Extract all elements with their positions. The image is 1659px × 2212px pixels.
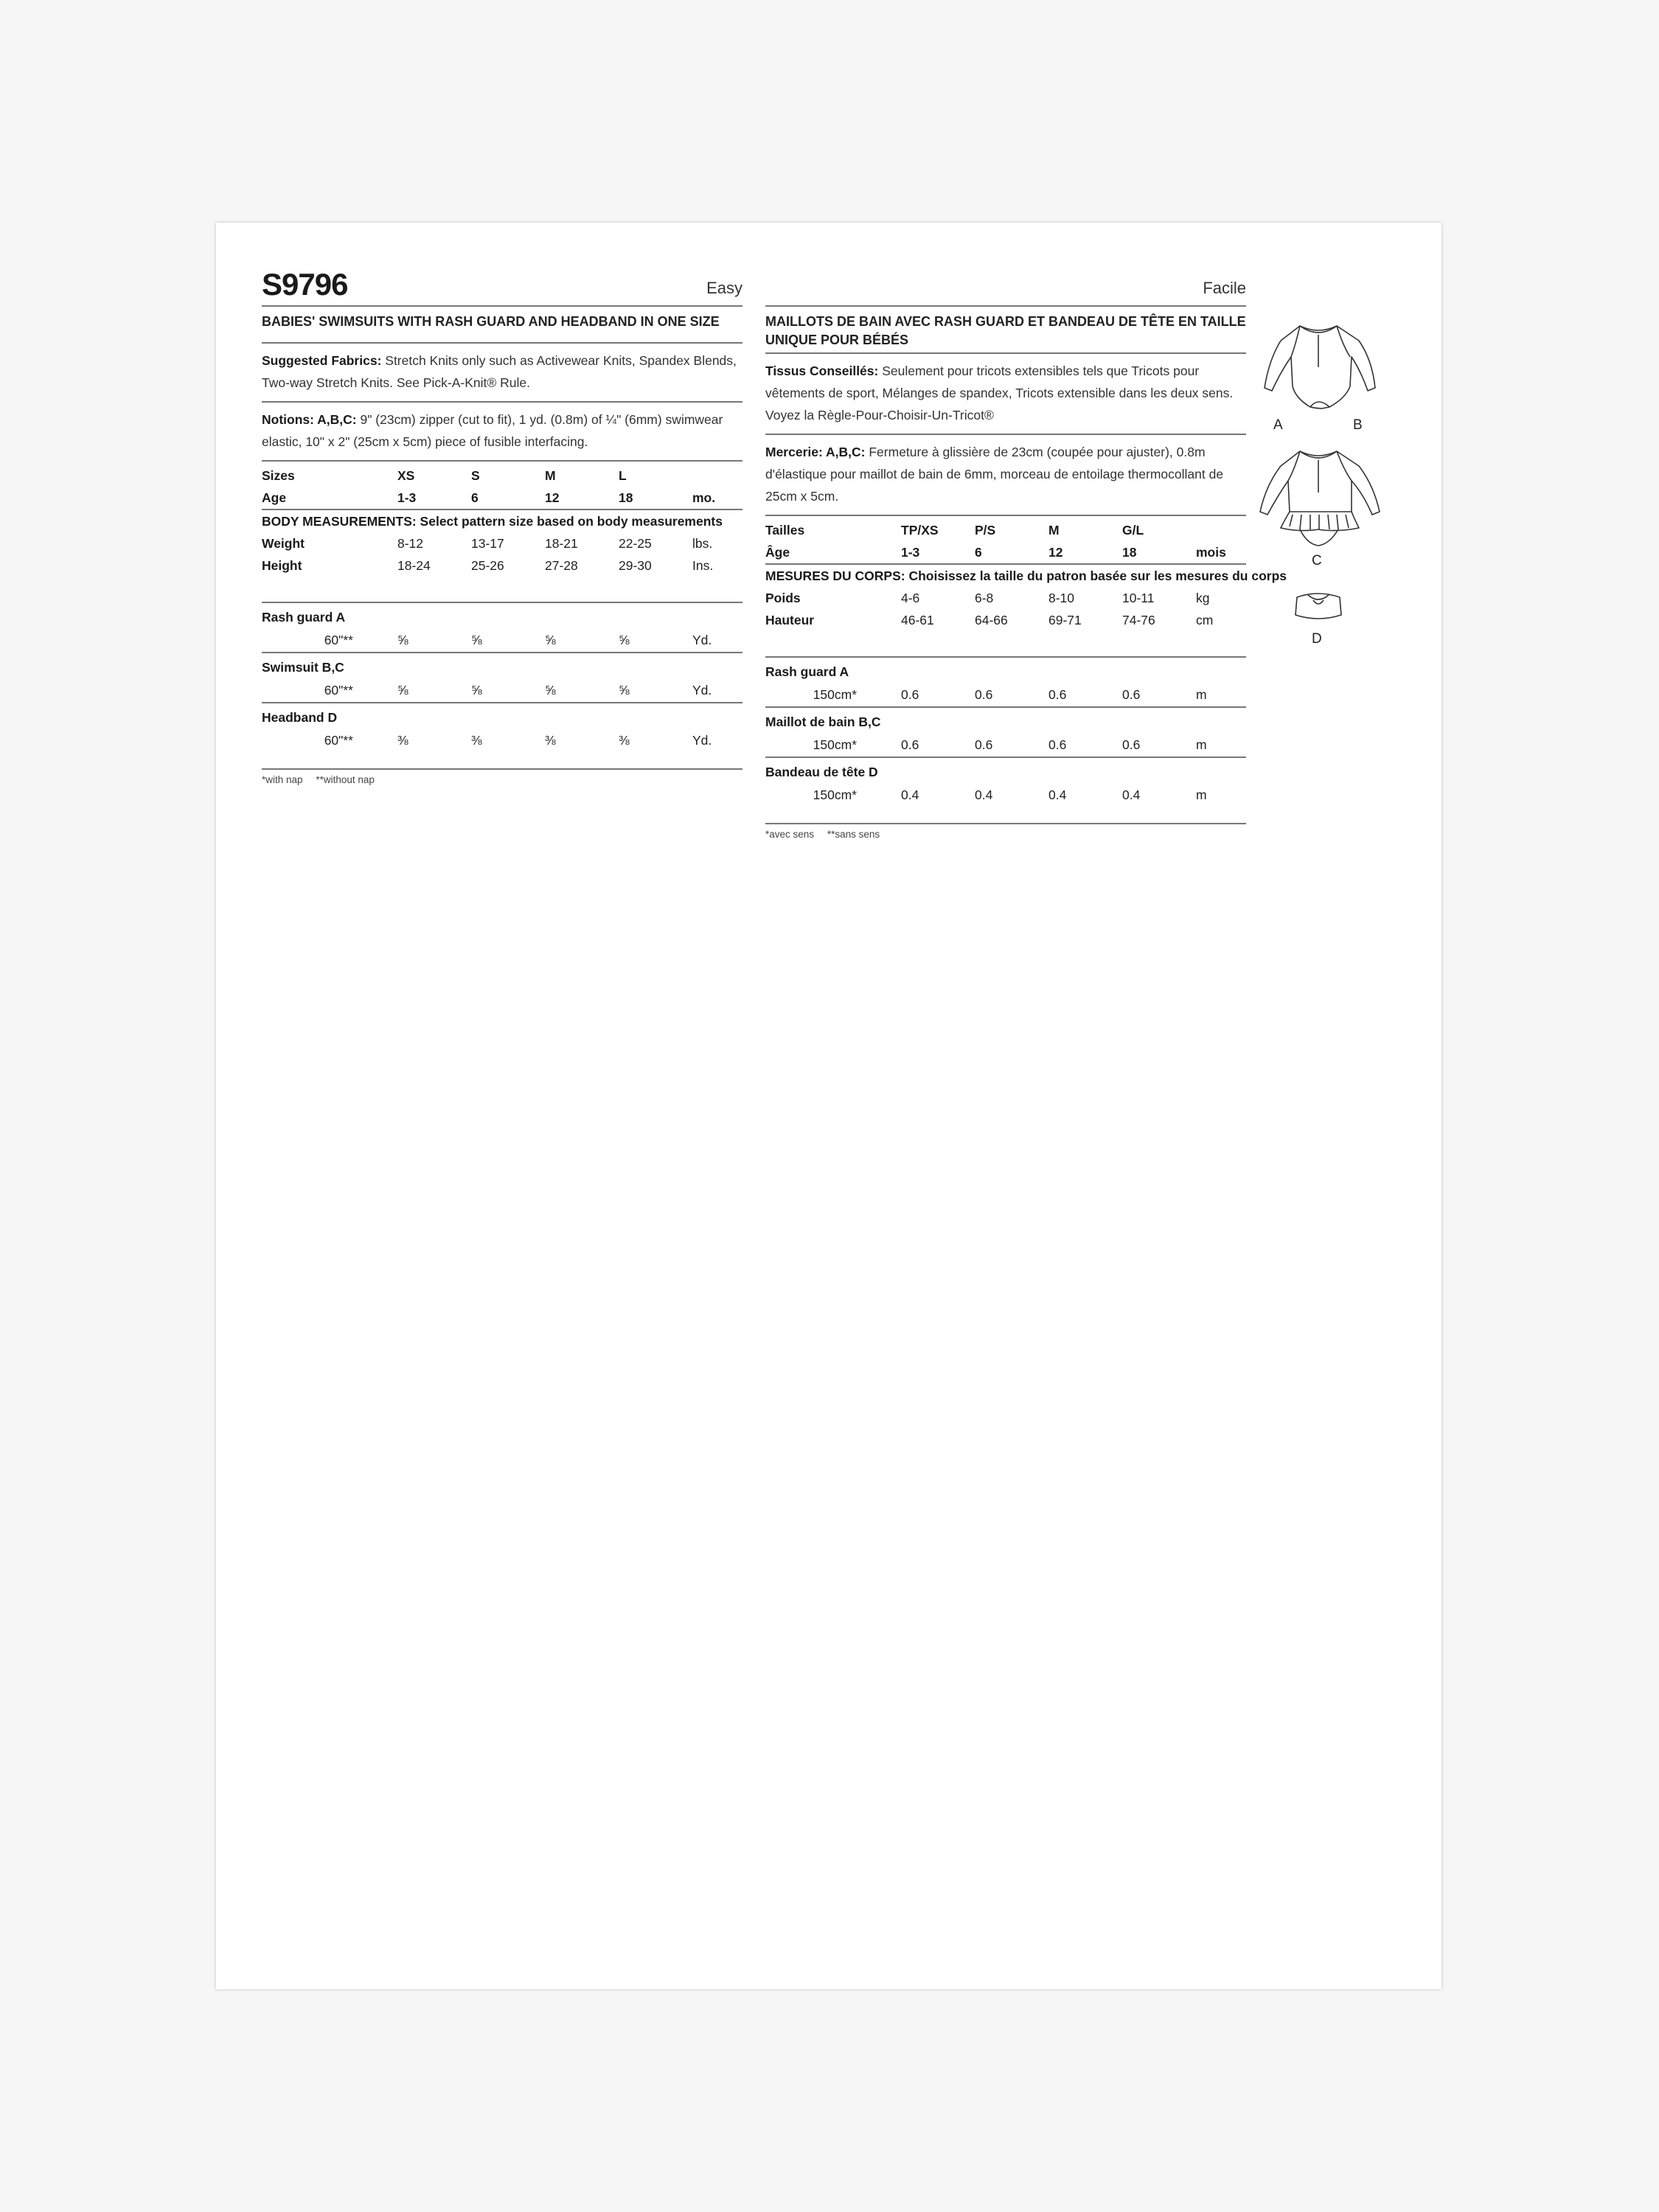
yardage-unit: Yd. xyxy=(692,682,712,698)
yardage-cell: 0.6 xyxy=(1122,686,1141,702)
fabric-width: 60"** xyxy=(324,732,353,748)
view-d-label: D xyxy=(1312,631,1322,647)
age-cell: 12 xyxy=(545,490,560,505)
notions xyxy=(262,401,742,460)
age-cell: 1-3 xyxy=(397,490,417,505)
fabric-width: 150cm* xyxy=(813,787,857,802)
weight-cell: 4-6 xyxy=(901,590,920,605)
age-cell: mo. xyxy=(692,490,716,505)
size-cell: M xyxy=(545,467,556,483)
yardage-cell: ⅜ xyxy=(619,732,630,748)
notions-label: Mercerie: A,B,C: xyxy=(765,445,866,459)
yardage-cell: 0.6 xyxy=(1048,737,1067,752)
yardage-row xyxy=(262,728,742,752)
notions-label: Notions: A,B,C: xyxy=(262,412,357,427)
view-c-label: C xyxy=(1312,553,1322,568)
view-a-label: A xyxy=(1273,417,1283,433)
yardage-cell: 0.4 xyxy=(1048,787,1067,802)
height-row-label: Hauteur xyxy=(765,612,815,627)
age-row-label: Âge xyxy=(765,544,790,560)
notions-text: 9" (23cm) zipper (cut to fit), 1 yd. (0.8m) of ¼" (6mm) swimwear elastic, 10" x 2" (25cm x 5cm) piece of fusible interfacing. xyxy=(262,412,723,449)
size-cell: L xyxy=(619,467,627,483)
yardage-cell: ⅝ xyxy=(471,682,482,698)
height-row xyxy=(262,554,742,577)
yardage-unit: Yd. xyxy=(692,732,712,748)
notions-text: Fermeture à glissière de 23cm (coupée pour ajuster), 0.8m d'élastique pour maillot de bain de 6mm, morceau de entoilage thermocollant de 25cm x 5cm. xyxy=(765,445,1224,504)
size-row xyxy=(262,465,742,487)
height-row xyxy=(765,609,1246,631)
height-cell: 69-71 xyxy=(1048,612,1082,627)
size-cell: S xyxy=(471,467,480,483)
yardage-label: Rash guard A xyxy=(765,664,849,679)
pattern-title: BABIES' SWIMSUITS WITH RASH GUARD AND HEADBAND IN ONE SIZE xyxy=(262,305,742,342)
age-cell: 18 xyxy=(1122,544,1137,560)
yardage-cell: ⅜ xyxy=(397,732,408,748)
english-column xyxy=(262,267,742,785)
yardage-headband xyxy=(765,757,1246,807)
fabric-width: 150cm* xyxy=(813,686,857,702)
body-measurements-heading: BODY MEASUREMENTS: Select pattern size based on body measurements xyxy=(262,514,723,529)
yardage-label: Bandeau de tête D xyxy=(765,765,878,779)
age-cell: 6 xyxy=(975,544,982,560)
height-row-label: Height xyxy=(262,557,302,573)
weight-cell: 6-8 xyxy=(975,590,994,605)
pattern-sheet xyxy=(216,223,1441,1989)
size-cell: G/L xyxy=(1122,522,1144,538)
size-row-label: Sizes xyxy=(262,467,295,483)
footnotes xyxy=(765,823,1246,840)
age-row xyxy=(262,487,742,510)
yardage-cell: ⅜ xyxy=(545,732,556,748)
yardage-row xyxy=(765,683,1246,706)
height-cell: 29-30 xyxy=(619,557,652,573)
yardage-row xyxy=(262,678,742,702)
age-cell: mois xyxy=(1196,544,1226,560)
yardage-cell: 0.6 xyxy=(1048,686,1067,702)
size-cell: TP/XS xyxy=(901,522,939,538)
suggested-fabrics xyxy=(765,352,1246,434)
height-cell: cm xyxy=(1196,612,1214,627)
fabrics-label: Suggested Fabrics: xyxy=(262,353,382,368)
yardage-unit: Yd. xyxy=(692,632,712,647)
yardage-cell: ⅝ xyxy=(619,632,630,647)
french-column xyxy=(765,267,1287,840)
height-cell: 74-76 xyxy=(1122,612,1155,627)
age-row xyxy=(765,541,1246,565)
size-row-label: Tailles xyxy=(765,522,805,538)
yardage-row xyxy=(765,783,1246,807)
fabrics-text: Seulement pour tricots extensibles tels que Tricots pour vêtements de sport, Mélanges de spandex, Tricots extensible dans les deux sens. Voyez la Règle-Pour-Choisir-Un-Tricot® xyxy=(765,364,1234,422)
weight-cell: 13-17 xyxy=(471,535,504,551)
view-ab-illustration xyxy=(1248,316,1388,426)
weight-cell: 18-21 xyxy=(545,535,578,551)
height-cell: 46-61 xyxy=(901,612,934,627)
yardage-cell: ⅝ xyxy=(545,632,556,647)
yardage-headband xyxy=(262,702,742,752)
yardage-cell: ⅝ xyxy=(397,632,408,647)
weight-cell: 10-11 xyxy=(1122,590,1155,605)
size-cell: P/S xyxy=(975,522,996,538)
view-c-illustration xyxy=(1248,441,1388,559)
yardage-rash-guard xyxy=(765,656,1246,706)
size-row xyxy=(765,519,1246,541)
yardage-cell: 0.4 xyxy=(901,787,919,802)
weight-cell: 22-25 xyxy=(619,535,652,551)
yardage-cell: ⅝ xyxy=(545,682,556,698)
pattern-title: MAILLOTS DE BAIN AVEC RASH GUARD ET BANDEAU DE TÊTE EN TAILLE UNIQUE POUR BÉBÉS xyxy=(765,305,1246,352)
age-cell: 1-3 xyxy=(901,544,920,560)
weight-cell: 8-12 xyxy=(397,535,424,551)
difficulty-label: Easy xyxy=(706,279,742,297)
yardage-label: Headband D xyxy=(262,710,338,725)
age-row-label: Age xyxy=(262,490,287,505)
height-cell: Ins. xyxy=(692,557,714,573)
age-cell: 6 xyxy=(471,490,479,505)
yardage-cell: 0.6 xyxy=(1122,737,1141,752)
suggested-fabrics xyxy=(262,342,742,401)
age-cell: 18 xyxy=(619,490,633,505)
yardage-cell: ⅝ xyxy=(397,682,408,698)
view-b-label: B xyxy=(1353,417,1363,433)
yardage-unit: m xyxy=(1196,787,1207,802)
footnotes xyxy=(262,768,742,785)
fabric-width: 60"** xyxy=(324,632,353,647)
size-table xyxy=(262,460,742,602)
height-cell: 64-66 xyxy=(975,612,1008,627)
weight-row-label: Poids xyxy=(765,590,801,605)
yardage-swimsuit xyxy=(262,652,742,702)
weight-cell: 8-10 xyxy=(1048,590,1075,605)
size-cell: M xyxy=(1048,522,1060,538)
yardage-cell: 0.4 xyxy=(975,787,993,802)
yardage-cell: 0.6 xyxy=(901,686,919,702)
yardage-rash-guard xyxy=(262,602,742,652)
size-cell: XS xyxy=(397,467,415,483)
yardage-cell: ⅝ xyxy=(619,682,630,698)
yardage-cell: 0.4 xyxy=(1122,787,1141,802)
weight-row xyxy=(262,532,742,554)
weight-cell: kg xyxy=(1196,590,1210,605)
view-d-illustration xyxy=(1248,582,1388,634)
size-table xyxy=(765,515,1287,656)
yardage-cell: 0.6 xyxy=(901,737,919,752)
fabrics-label: Tissus Conseillés: xyxy=(765,364,879,378)
age-cell: 12 xyxy=(1048,544,1063,560)
yardage-row xyxy=(262,628,742,652)
yardage-swimsuit xyxy=(765,706,1246,757)
fabrics-text: Stretch Knits only such as Activewear Knits, Spandex Blends, Two-way Stretch Knits. See Pick-A-Knit® Rule. xyxy=(262,353,737,390)
height-cell: 25-26 xyxy=(471,557,504,573)
header-row xyxy=(765,267,1246,302)
yardage-unit: m xyxy=(1196,686,1207,702)
header-row xyxy=(262,267,742,302)
yardage-cell: 0.6 xyxy=(975,737,993,752)
footnote-with-nap: *avec sens xyxy=(765,829,815,840)
difficulty-label: Facile xyxy=(1203,279,1246,297)
footnote-with-nap: *with nap xyxy=(262,774,303,785)
yardage-unit: m xyxy=(1196,737,1207,752)
yardage-label: Swimsuit B,C xyxy=(262,660,344,675)
notions xyxy=(765,434,1246,515)
height-cell: 27-28 xyxy=(545,557,578,573)
fabric-width: 150cm* xyxy=(813,737,857,752)
height-cell: 18-24 xyxy=(397,557,431,573)
yardage-label: Maillot de bain B,C xyxy=(765,714,881,729)
yardage-row xyxy=(765,733,1246,757)
yardage-cell: ⅜ xyxy=(471,732,482,748)
footnote-without-nap: **without nap xyxy=(316,774,375,785)
yardage-cell: ⅝ xyxy=(471,632,482,647)
yardage-label: Rash guard A xyxy=(262,610,346,625)
weight-row-label: Weight xyxy=(262,535,305,551)
body-measurements-heading: MESURES DU CORPS: Choisissez la taille du patron basée sur les mesures du corps xyxy=(765,568,1287,583)
weight-cell: lbs. xyxy=(692,535,713,551)
footnote-without-nap: **sans sens xyxy=(827,829,880,840)
fabric-width: 60"** xyxy=(324,682,353,698)
weight-row xyxy=(765,587,1246,609)
pattern-code: S9796 xyxy=(262,267,348,302)
yardage-cell: 0.6 xyxy=(975,686,993,702)
